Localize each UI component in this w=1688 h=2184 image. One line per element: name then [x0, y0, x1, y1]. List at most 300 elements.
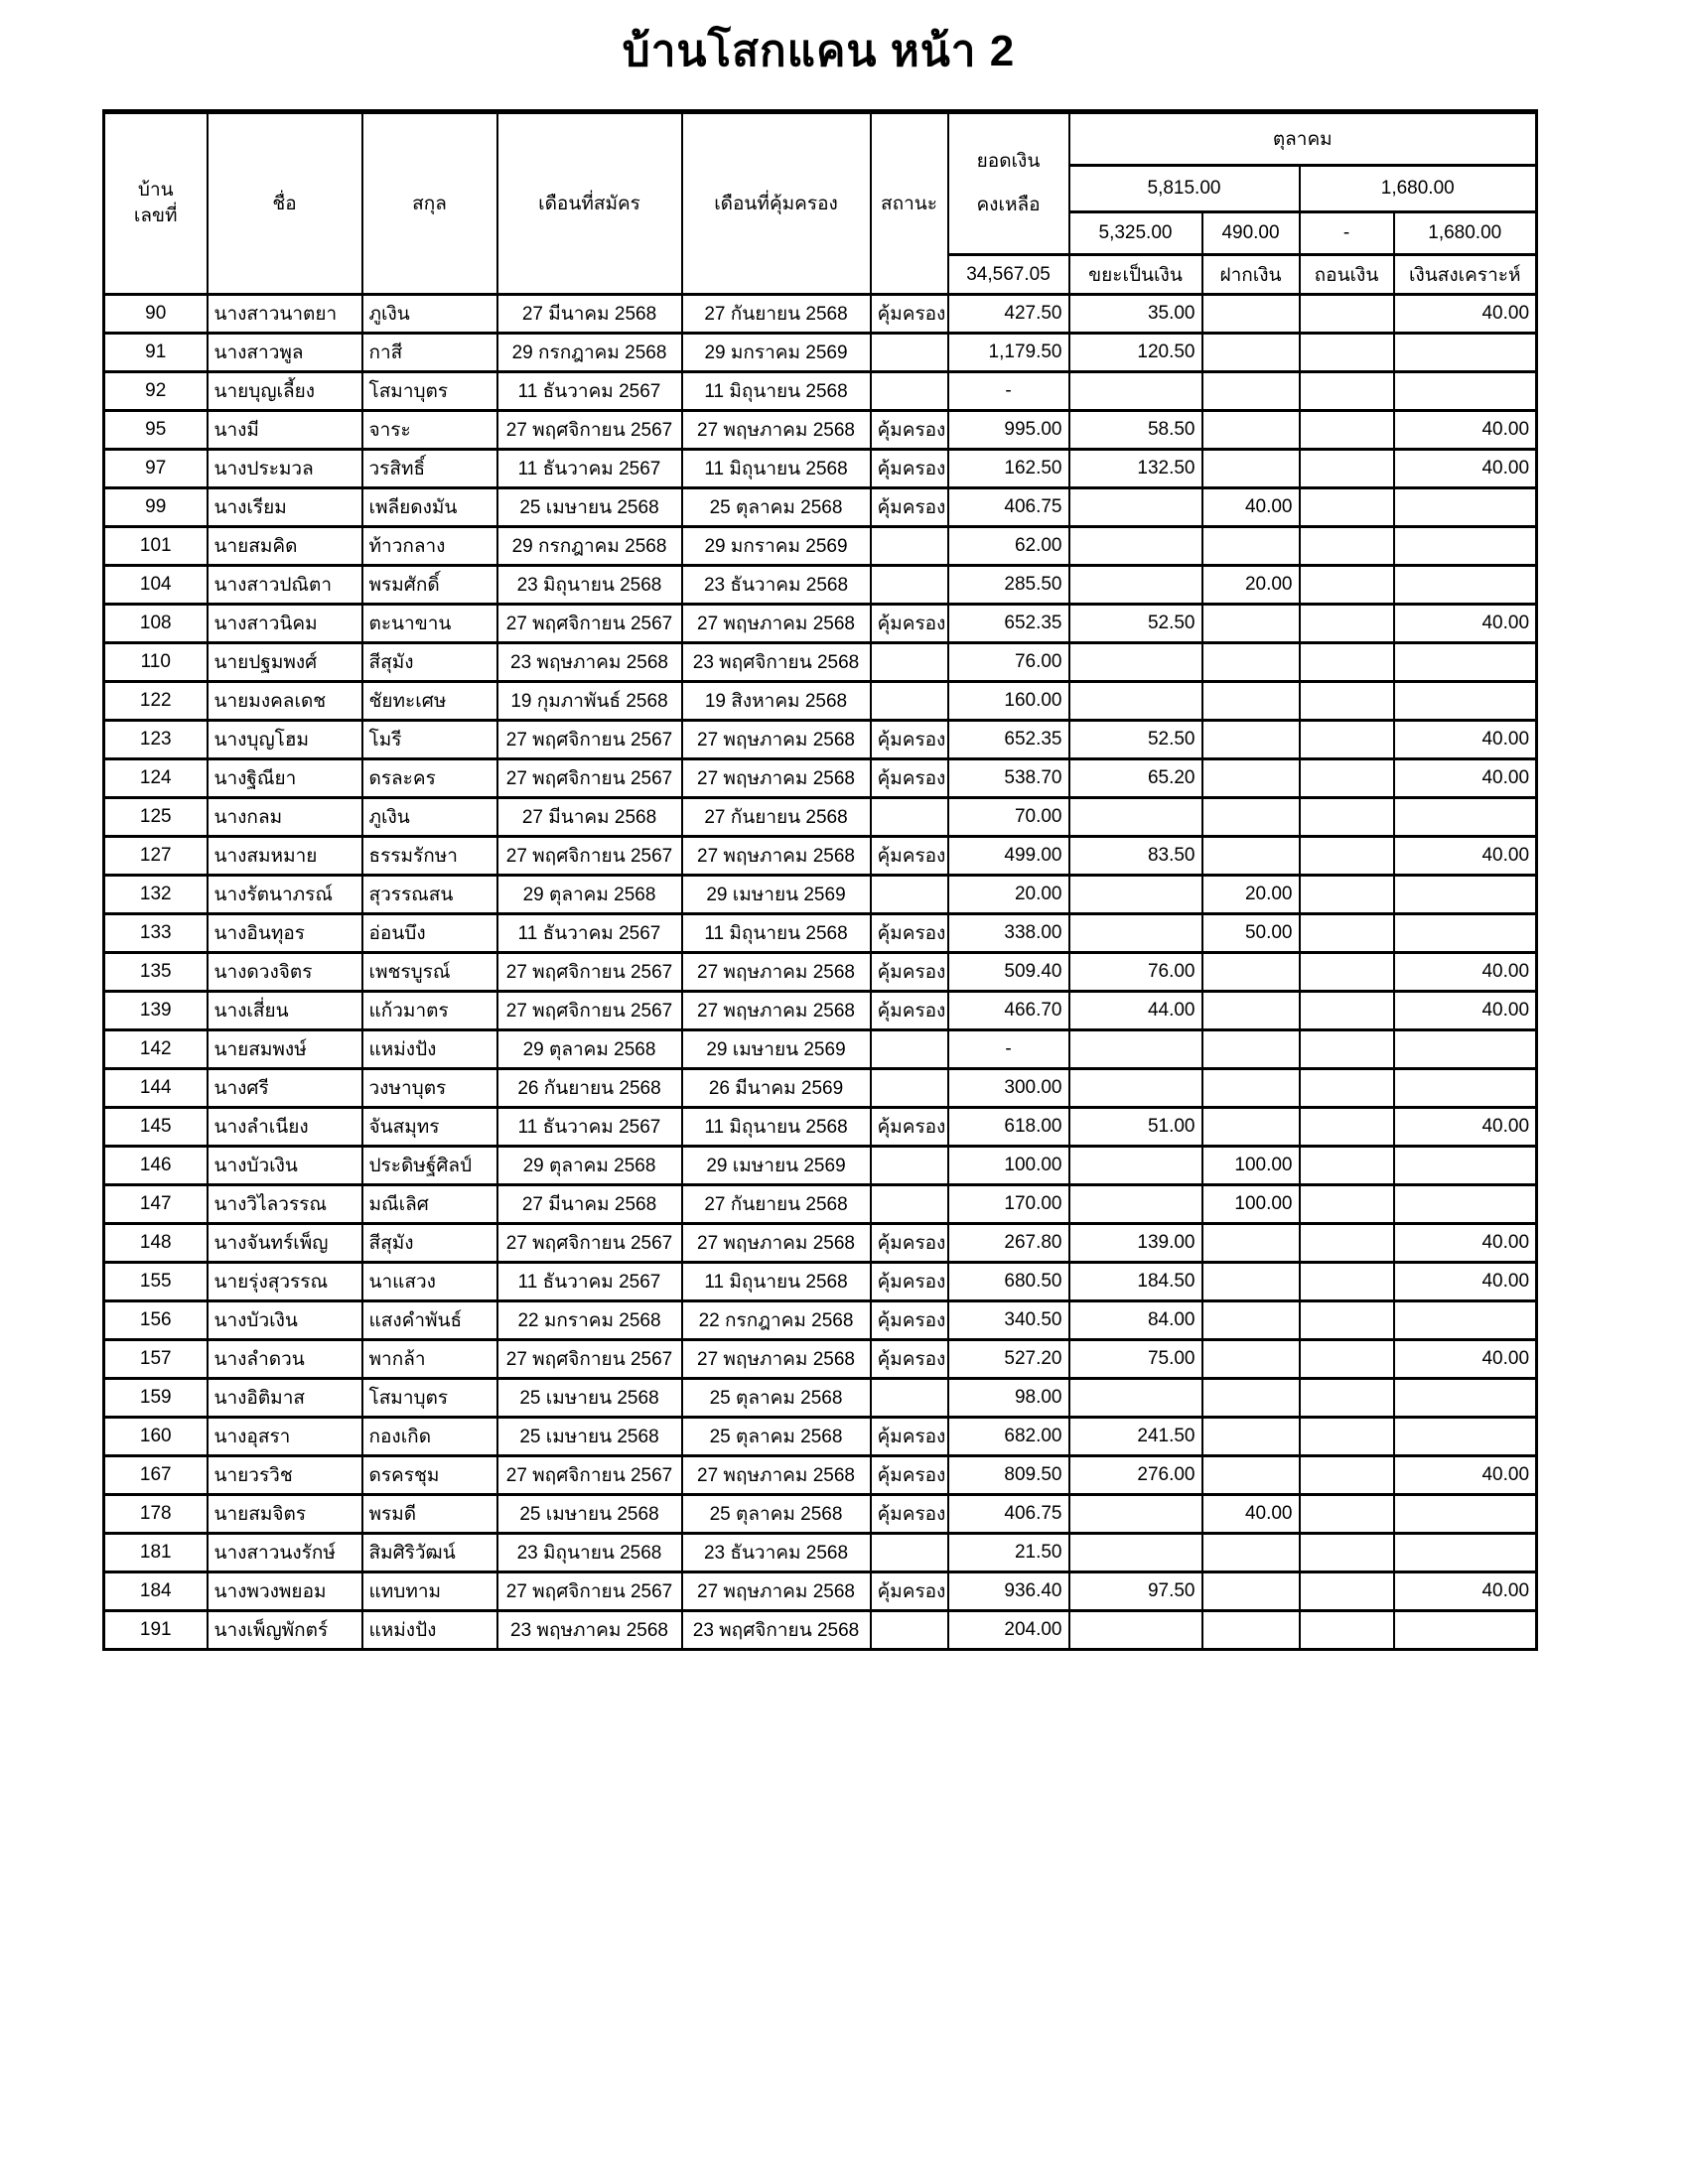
cell-waste-money — [1069, 1495, 1202, 1534]
cell-status — [871, 334, 948, 372]
cell-apply-month: 27 พฤศจิกายน 2567 — [497, 721, 682, 759]
cell-house-no: 146 — [104, 1147, 208, 1185]
cell-house-no: 147 — [104, 1185, 208, 1224]
cell-status: คุ้มครอง — [871, 1301, 948, 1340]
cell-withdraw — [1300, 1069, 1394, 1108]
cell-withdraw — [1300, 605, 1394, 643]
cell-balance: 162.50 — [948, 450, 1069, 488]
cell-status: คุ้มครอง — [871, 721, 948, 759]
cell-waste-money: 51.00 — [1069, 1108, 1202, 1147]
cell-waste-money: 44.00 — [1069, 992, 1202, 1030]
col-header-waste-money: ขยะเป็นเงิน — [1069, 255, 1202, 295]
cell-welfare — [1394, 798, 1537, 837]
cell-house-no: 145 — [104, 1108, 208, 1147]
cell-surname: พากล้า — [362, 1340, 497, 1379]
cell-waste-money: 120.50 — [1069, 334, 1202, 372]
cell-apply-month: 29 กรกฎาคม 2568 — [497, 334, 682, 372]
cell-balance: 995.00 — [948, 411, 1069, 450]
cell-surname: มณีเลิศ — [362, 1185, 497, 1224]
cell-withdraw — [1300, 759, 1394, 798]
col-header-deposit: ฝากเงิน — [1202, 255, 1300, 295]
cell-house-no: 155 — [104, 1263, 208, 1301]
cell-waste-money — [1069, 1030, 1202, 1069]
cell-cover-month: 27 กันยายน 2568 — [682, 295, 871, 334]
cell-apply-month: 27 พฤศจิกายน 2567 — [497, 1572, 682, 1611]
cell-balance: 499.00 — [948, 837, 1069, 876]
cell-cover-month: 27 พฤษภาคม 2568 — [682, 1224, 871, 1263]
cell-cover-month: 27 พฤษภาคม 2568 — [682, 605, 871, 643]
cell-cover-month: 25 ตุลาคม 2568 — [682, 1495, 871, 1534]
cell-surname: โมรี — [362, 721, 497, 759]
cell-cover-month: 25 ตุลาคม 2568 — [682, 1379, 871, 1418]
cell-apply-month: 11 ธันวาคม 2567 — [497, 914, 682, 953]
cell-cover-month: 27 พฤษภาคม 2568 — [682, 953, 871, 992]
table-row — [104, 876, 1537, 914]
cell-status: คุ้มครอง — [871, 992, 948, 1030]
cell-house-no: 132 — [104, 876, 208, 914]
cell-status — [871, 1030, 948, 1069]
cell-withdraw — [1300, 992, 1394, 1030]
cell-withdraw — [1300, 334, 1394, 372]
cell-cover-month: 11 มิถุนายน 2568 — [682, 450, 871, 488]
cell-house-no: 90 — [104, 295, 208, 334]
cell-house-no: 108 — [104, 605, 208, 643]
cell-house-no: 160 — [104, 1418, 208, 1456]
cell-apply-month: 11 ธันวาคม 2567 — [497, 450, 682, 488]
cell-deposit: 50.00 — [1202, 914, 1300, 953]
cell-waste-money — [1069, 798, 1202, 837]
cell-balance: 527.20 — [948, 1340, 1069, 1379]
cell-house-no: 184 — [104, 1572, 208, 1611]
col-header-welfare: เงินสงเคราะห์ — [1394, 255, 1537, 295]
cell-status — [871, 1185, 948, 1224]
cell-house-no: 101 — [104, 527, 208, 566]
cell-welfare — [1394, 1379, 1537, 1418]
cell-cover-month: 27 พฤษภาคม 2568 — [682, 992, 871, 1030]
cell-balance: 21.50 — [948, 1534, 1069, 1572]
cell-house-no: 159 — [104, 1379, 208, 1418]
cell-apply-month: 25 เมษายน 2568 — [497, 1379, 682, 1418]
cell-name: นางอุสรา — [208, 1418, 362, 1456]
col-header-balance-line2: คงเหลือ — [976, 195, 1041, 215]
cell-withdraw — [1300, 488, 1394, 527]
cell-house-no: 167 — [104, 1456, 208, 1495]
cell-surname: กองเกิด — [362, 1418, 497, 1456]
cell-withdraw — [1300, 682, 1394, 721]
cell-waste-money: 139.00 — [1069, 1224, 1202, 1263]
cell-surname: จาระ — [362, 411, 497, 450]
cell-house-no: 95 — [104, 411, 208, 450]
cell-surname: ธรรมรักษา — [362, 837, 497, 876]
cell-status: คุ้มครอง — [871, 450, 948, 488]
cell-waste-money — [1069, 1534, 1202, 1572]
cell-deposit — [1202, 295, 1300, 334]
cell-withdraw — [1300, 1301, 1394, 1340]
cell-balance: 160.00 — [948, 682, 1069, 721]
cell-house-no: 133 — [104, 914, 208, 953]
cell-cover-month: 27 กันยายน 2568 — [682, 798, 871, 837]
cell-balance: 682.00 — [948, 1418, 1069, 1456]
cell-surname: นาแสวง — [362, 1263, 497, 1301]
col-header-house-no — [104, 112, 208, 295]
cell-welfare: 40.00 — [1394, 1456, 1537, 1495]
cell-waste-money: 97.50 — [1069, 1572, 1202, 1611]
cell-deposit — [1202, 334, 1300, 372]
cell-balance: 300.00 — [948, 1069, 1069, 1108]
table-row — [104, 682, 1537, 721]
cell-deposit — [1202, 1456, 1300, 1495]
cell-waste-money: 65.20 — [1069, 759, 1202, 798]
cell-waste-money: 132.50 — [1069, 450, 1202, 488]
cell-deposit — [1202, 1263, 1300, 1301]
cell-cover-month: 29 มกราคม 2569 — [682, 334, 871, 372]
cell-waste-money: 75.00 — [1069, 1340, 1202, 1379]
cell-welfare: 40.00 — [1394, 837, 1537, 876]
cell-status — [871, 372, 948, 411]
cell-waste-money: 184.50 — [1069, 1263, 1202, 1301]
cell-cover-month: 27 พฤษภาคม 2568 — [682, 1340, 871, 1379]
cell-waste-money: 52.50 — [1069, 721, 1202, 759]
cell-balance: 936.40 — [948, 1572, 1069, 1611]
cell-name: นายปฐมพงศ์ — [208, 643, 362, 682]
cell-welfare — [1394, 914, 1537, 953]
cell-withdraw — [1300, 1534, 1394, 1572]
cell-cover-month: 27 พฤษภาคม 2568 — [682, 1572, 871, 1611]
cell-withdraw — [1300, 372, 1394, 411]
page-title: บ้านโสกแคน หน้า 2 — [622, 27, 1016, 75]
table-row — [104, 953, 1537, 992]
table-row — [104, 1108, 1537, 1147]
cell-waste-money: 52.50 — [1069, 605, 1202, 643]
cell-name: นางบัวเงิน — [208, 1147, 362, 1185]
table-body — [104, 295, 1537, 1650]
cell-welfare — [1394, 1418, 1537, 1456]
cell-balance: 406.75 — [948, 1495, 1069, 1534]
member-table — [102, 109, 1538, 1651]
cell-welfare — [1394, 643, 1537, 682]
cell-welfare: 40.00 — [1394, 1108, 1537, 1147]
cell-balance: 20.00 — [948, 876, 1069, 914]
cell-deposit — [1202, 411, 1300, 450]
cell-balance: 62.00 — [948, 527, 1069, 566]
cell-name: นางมี — [208, 411, 362, 450]
table-row — [104, 1379, 1537, 1418]
cell-cover-month: 25 ตุลาคม 2568 — [682, 488, 871, 527]
cell-name: นางดวงจิตร — [208, 953, 362, 992]
cell-welfare — [1394, 876, 1537, 914]
cell-withdraw — [1300, 914, 1394, 953]
cell-withdraw — [1300, 1224, 1394, 1263]
col-header-house-no-line1: บ้าน — [137, 180, 174, 201]
cell-waste-money — [1069, 1379, 1202, 1418]
cell-balance: 652.35 — [948, 605, 1069, 643]
cell-balance: 204.00 — [948, 1611, 1069, 1650]
cell-apply-month: 23 พฤษภาคม 2568 — [497, 1611, 682, 1650]
cell-apply-month: 27 พฤศจิกายน 2567 — [497, 837, 682, 876]
cell-name: นางสาวนาตยา — [208, 295, 362, 334]
cell-status: คุ้มครอง — [871, 605, 948, 643]
cell-surname: โสมาบุตร — [362, 1379, 497, 1418]
cell-name: นางประมวล — [208, 450, 362, 488]
table-row — [104, 798, 1537, 837]
table-row — [104, 1456, 1537, 1495]
cell-status: คุ้มครอง — [871, 759, 948, 798]
cell-apply-month: 26 กันยายน 2568 — [497, 1069, 682, 1108]
cell-house-no: 92 — [104, 372, 208, 411]
cell-status — [871, 643, 948, 682]
cell-withdraw — [1300, 1572, 1394, 1611]
cell-apply-month: 29 ตุลาคม 2568 — [497, 876, 682, 914]
cell-surname: สุวรรณสน — [362, 876, 497, 914]
cell-welfare: 40.00 — [1394, 411, 1537, 450]
table-row — [104, 1069, 1537, 1108]
total-withdraw: - — [1300, 212, 1394, 255]
col-header-status: สถานะ — [871, 112, 948, 295]
cell-deposit — [1202, 1069, 1300, 1108]
cell-deposit — [1202, 953, 1300, 992]
cell-name: นางบัวเงิน — [208, 1301, 362, 1340]
cell-surname: พรมดี — [362, 1495, 497, 1534]
cell-status — [871, 1611, 948, 1650]
total-waste-money: 5,325.00 — [1069, 212, 1202, 255]
cell-house-no: 99 — [104, 488, 208, 527]
cell-apply-month: 11 ธันวาคม 2567 — [497, 372, 682, 411]
cell-cover-month: 22 กรกฎาคม 2568 — [682, 1301, 871, 1340]
cell-name: นางกลม — [208, 798, 362, 837]
cell-apply-month: 22 มกราคม 2568 — [497, 1301, 682, 1340]
col-header-cover-month: เดือนที่คุ้มครอง — [682, 112, 871, 295]
cell-waste-money — [1069, 372, 1202, 411]
cell-apply-month: 29 ตุลาคม 2568 — [497, 1030, 682, 1069]
cell-withdraw — [1300, 721, 1394, 759]
table-row — [104, 411, 1537, 450]
cell-status — [871, 798, 948, 837]
cell-balance: 170.00 — [948, 1185, 1069, 1224]
cell-surname: สีสุมัง — [362, 643, 497, 682]
table-row — [104, 1572, 1537, 1611]
table-row — [104, 334, 1537, 372]
cell-balance: 100.00 — [948, 1147, 1069, 1185]
col-header-house-no-line2: เลขที่ — [133, 205, 178, 226]
cell-surname: โสมาบุตร — [362, 372, 497, 411]
cell-withdraw — [1300, 837, 1394, 876]
col-header-name: ชื่อ — [208, 112, 362, 295]
table-row — [104, 1340, 1537, 1379]
cell-surname: เพชรบูรณ์ — [362, 953, 497, 992]
cell-surname: เพลียดงมัน — [362, 488, 497, 527]
cell-apply-month: 27 มีนาคม 2568 — [497, 798, 682, 837]
cell-status — [871, 527, 948, 566]
cell-deposit — [1202, 643, 1300, 682]
cell-waste-money: 84.00 — [1069, 1301, 1202, 1340]
cell-status: คุ้มครอง — [871, 1456, 948, 1495]
cell-name: นางสาวนงรักษ์ — [208, 1534, 362, 1572]
cell-surname: แหม่งปัง — [362, 1030, 497, 1069]
cell-apply-month: 25 เมษายน 2568 — [497, 1495, 682, 1534]
cell-surname: แก้วมาตร — [362, 992, 497, 1030]
cell-status: คุ้มครอง — [871, 411, 948, 450]
cell-apply-month: 27 พฤศจิกายน 2567 — [497, 953, 682, 992]
cell-status: คุ้มครอง — [871, 837, 948, 876]
cell-balance: 652.35 — [948, 721, 1069, 759]
cell-name: นางเรียม — [208, 488, 362, 527]
cell-waste-money: 35.00 — [1069, 295, 1202, 334]
cell-deposit — [1202, 1030, 1300, 1069]
table-row — [104, 1263, 1537, 1301]
cell-cover-month: 27 พฤษภาคม 2568 — [682, 759, 871, 798]
cell-surname: วรสิทธิ์ — [362, 450, 497, 488]
cell-cover-month: 27 พฤษภาคม 2568 — [682, 411, 871, 450]
cell-waste-money: 58.50 — [1069, 411, 1202, 450]
cell-waste-money: 276.00 — [1069, 1456, 1202, 1495]
cell-withdraw — [1300, 953, 1394, 992]
table-row — [104, 1495, 1537, 1534]
cell-cover-month: 11 มิถุนายน 2568 — [682, 914, 871, 953]
table-row — [104, 1418, 1537, 1456]
cell-apply-month: 27 พฤศจิกายน 2567 — [497, 1224, 682, 1263]
cell-apply-month: 27 พฤศจิกายน 2567 — [497, 1340, 682, 1379]
cell-deposit — [1202, 372, 1300, 411]
cell-welfare — [1394, 1534, 1537, 1572]
cell-house-no: 122 — [104, 682, 208, 721]
cell-waste-money — [1069, 914, 1202, 953]
cell-welfare — [1394, 1611, 1537, 1650]
cell-welfare: 40.00 — [1394, 1572, 1537, 1611]
cell-welfare: 40.00 — [1394, 605, 1537, 643]
cell-balance: 809.50 — [948, 1456, 1069, 1495]
cell-welfare — [1394, 372, 1537, 411]
cell-surname: ดรครชุม — [362, 1456, 497, 1495]
cell-deposit — [1202, 1418, 1300, 1456]
cell-waste-money — [1069, 682, 1202, 721]
cell-withdraw — [1300, 1108, 1394, 1147]
cell-name: นางอิติมาส — [208, 1379, 362, 1418]
cell-house-no: 144 — [104, 1069, 208, 1108]
table-row — [104, 527, 1537, 566]
table-row — [104, 1224, 1537, 1263]
cell-house-no: 123 — [104, 721, 208, 759]
cell-deposit: 40.00 — [1202, 1495, 1300, 1534]
cell-balance: 466.70 — [948, 992, 1069, 1030]
cell-welfare: 40.00 — [1394, 450, 1537, 488]
cell-name: นางจันทร์เพ็ญ — [208, 1224, 362, 1263]
cell-withdraw — [1300, 1263, 1394, 1301]
cell-cover-month: 11 มิถุนายน 2568 — [682, 1108, 871, 1147]
cell-name: นางเพ็ญพักตร์ — [208, 1611, 362, 1650]
cell-waste-money: 241.50 — [1069, 1418, 1202, 1456]
cell-name: นางพวงพยอม — [208, 1572, 362, 1611]
cell-waste-money — [1069, 1147, 1202, 1185]
cell-cover-month: 26 มีนาคม 2569 — [682, 1069, 871, 1108]
cell-balance: 267.80 — [948, 1224, 1069, 1263]
cell-status: คุ้มครอง — [871, 1108, 948, 1147]
table-row — [104, 837, 1537, 876]
cell-apply-month: 11 ธันวาคม 2567 — [497, 1108, 682, 1147]
cell-surname: ดรละคร — [362, 759, 497, 798]
cell-apply-month: 27 พฤศจิกายน 2567 — [497, 411, 682, 450]
cell-welfare — [1394, 1147, 1537, 1185]
table-row — [104, 1611, 1537, 1650]
cell-cover-month: 27 พฤษภาคม 2568 — [682, 721, 871, 759]
cell-apply-month: 27 พฤศจิกายน 2567 — [497, 1456, 682, 1495]
cell-deposit: 20.00 — [1202, 876, 1300, 914]
cell-cover-month: 27 พฤษภาคม 2568 — [682, 1456, 871, 1495]
cell-withdraw — [1300, 450, 1394, 488]
cell-house-no: 191 — [104, 1611, 208, 1650]
cell-welfare: 40.00 — [1394, 295, 1537, 334]
cell-status — [871, 1147, 948, 1185]
cell-name: นายสมจิตร — [208, 1495, 362, 1534]
cell-apply-month: 11 ธันวาคม 2567 — [497, 1263, 682, 1301]
cell-cover-month: 29 เมษายน 2569 — [682, 1147, 871, 1185]
table-row — [104, 914, 1537, 953]
cell-welfare: 40.00 — [1394, 1340, 1537, 1379]
cell-deposit — [1202, 605, 1300, 643]
cell-deposit — [1202, 992, 1300, 1030]
cell-name: นางเสี่ยน — [208, 992, 362, 1030]
cell-balance: 340.50 — [948, 1301, 1069, 1340]
table-row — [104, 450, 1537, 488]
table-row — [104, 566, 1537, 605]
cell-deposit — [1202, 1224, 1300, 1263]
table-row — [104, 1147, 1537, 1185]
cell-welfare — [1394, 1495, 1537, 1534]
table-row — [104, 1185, 1537, 1224]
cell-waste-money — [1069, 643, 1202, 682]
cell-withdraw — [1300, 1495, 1394, 1534]
cell-balance: - — [948, 372, 1069, 411]
cell-welfare — [1394, 1301, 1537, 1340]
cell-house-no: 110 — [104, 643, 208, 682]
cell-welfare — [1394, 1069, 1537, 1108]
cell-cover-month: 27 กันยายน 2568 — [682, 1185, 871, 1224]
cell-deposit — [1202, 1108, 1300, 1147]
cell-waste-money — [1069, 488, 1202, 527]
col-header-balance — [948, 112, 1069, 255]
cell-cover-month: 23 ธันวาคม 2568 — [682, 566, 871, 605]
cell-waste-money — [1069, 1069, 1202, 1108]
table-row — [104, 759, 1537, 798]
cell-status: คุ้มครอง — [871, 1224, 948, 1263]
cell-apply-month: 25 เมษายน 2568 — [497, 1418, 682, 1456]
cell-welfare — [1394, 334, 1537, 372]
cell-cover-month: 23 พฤศจิกายน 2568 — [682, 643, 871, 682]
cell-balance: 538.70 — [948, 759, 1069, 798]
cell-status: คุ้มครอง — [871, 914, 948, 953]
cell-surname: แหม่งปัง — [362, 1611, 497, 1650]
cell-deposit — [1202, 1572, 1300, 1611]
cell-balance: 406.75 — [948, 488, 1069, 527]
cell-deposit: 20.00 — [1202, 566, 1300, 605]
cell-deposit — [1202, 1379, 1300, 1418]
cell-withdraw — [1300, 1030, 1394, 1069]
cell-name: นายรุ่งสุวรรณ — [208, 1263, 362, 1301]
cell-balance: 427.50 — [948, 295, 1069, 334]
cell-welfare: 40.00 — [1394, 1263, 1537, 1301]
cell-apply-month: 27 มีนาคม 2568 — [497, 295, 682, 334]
cell-withdraw — [1300, 1456, 1394, 1495]
cell-welfare — [1394, 1030, 1537, 1069]
cell-name: นายสมคิด — [208, 527, 362, 566]
cell-house-no: 125 — [104, 798, 208, 837]
cell-deposit: 100.00 — [1202, 1185, 1300, 1224]
cell-withdraw — [1300, 876, 1394, 914]
cell-cover-month: 11 มิถุนายน 2568 — [682, 1263, 871, 1301]
col-header-surname: สกุล — [362, 112, 497, 295]
table-row — [104, 721, 1537, 759]
cell-house-no: 157 — [104, 1340, 208, 1379]
cell-deposit — [1202, 450, 1300, 488]
